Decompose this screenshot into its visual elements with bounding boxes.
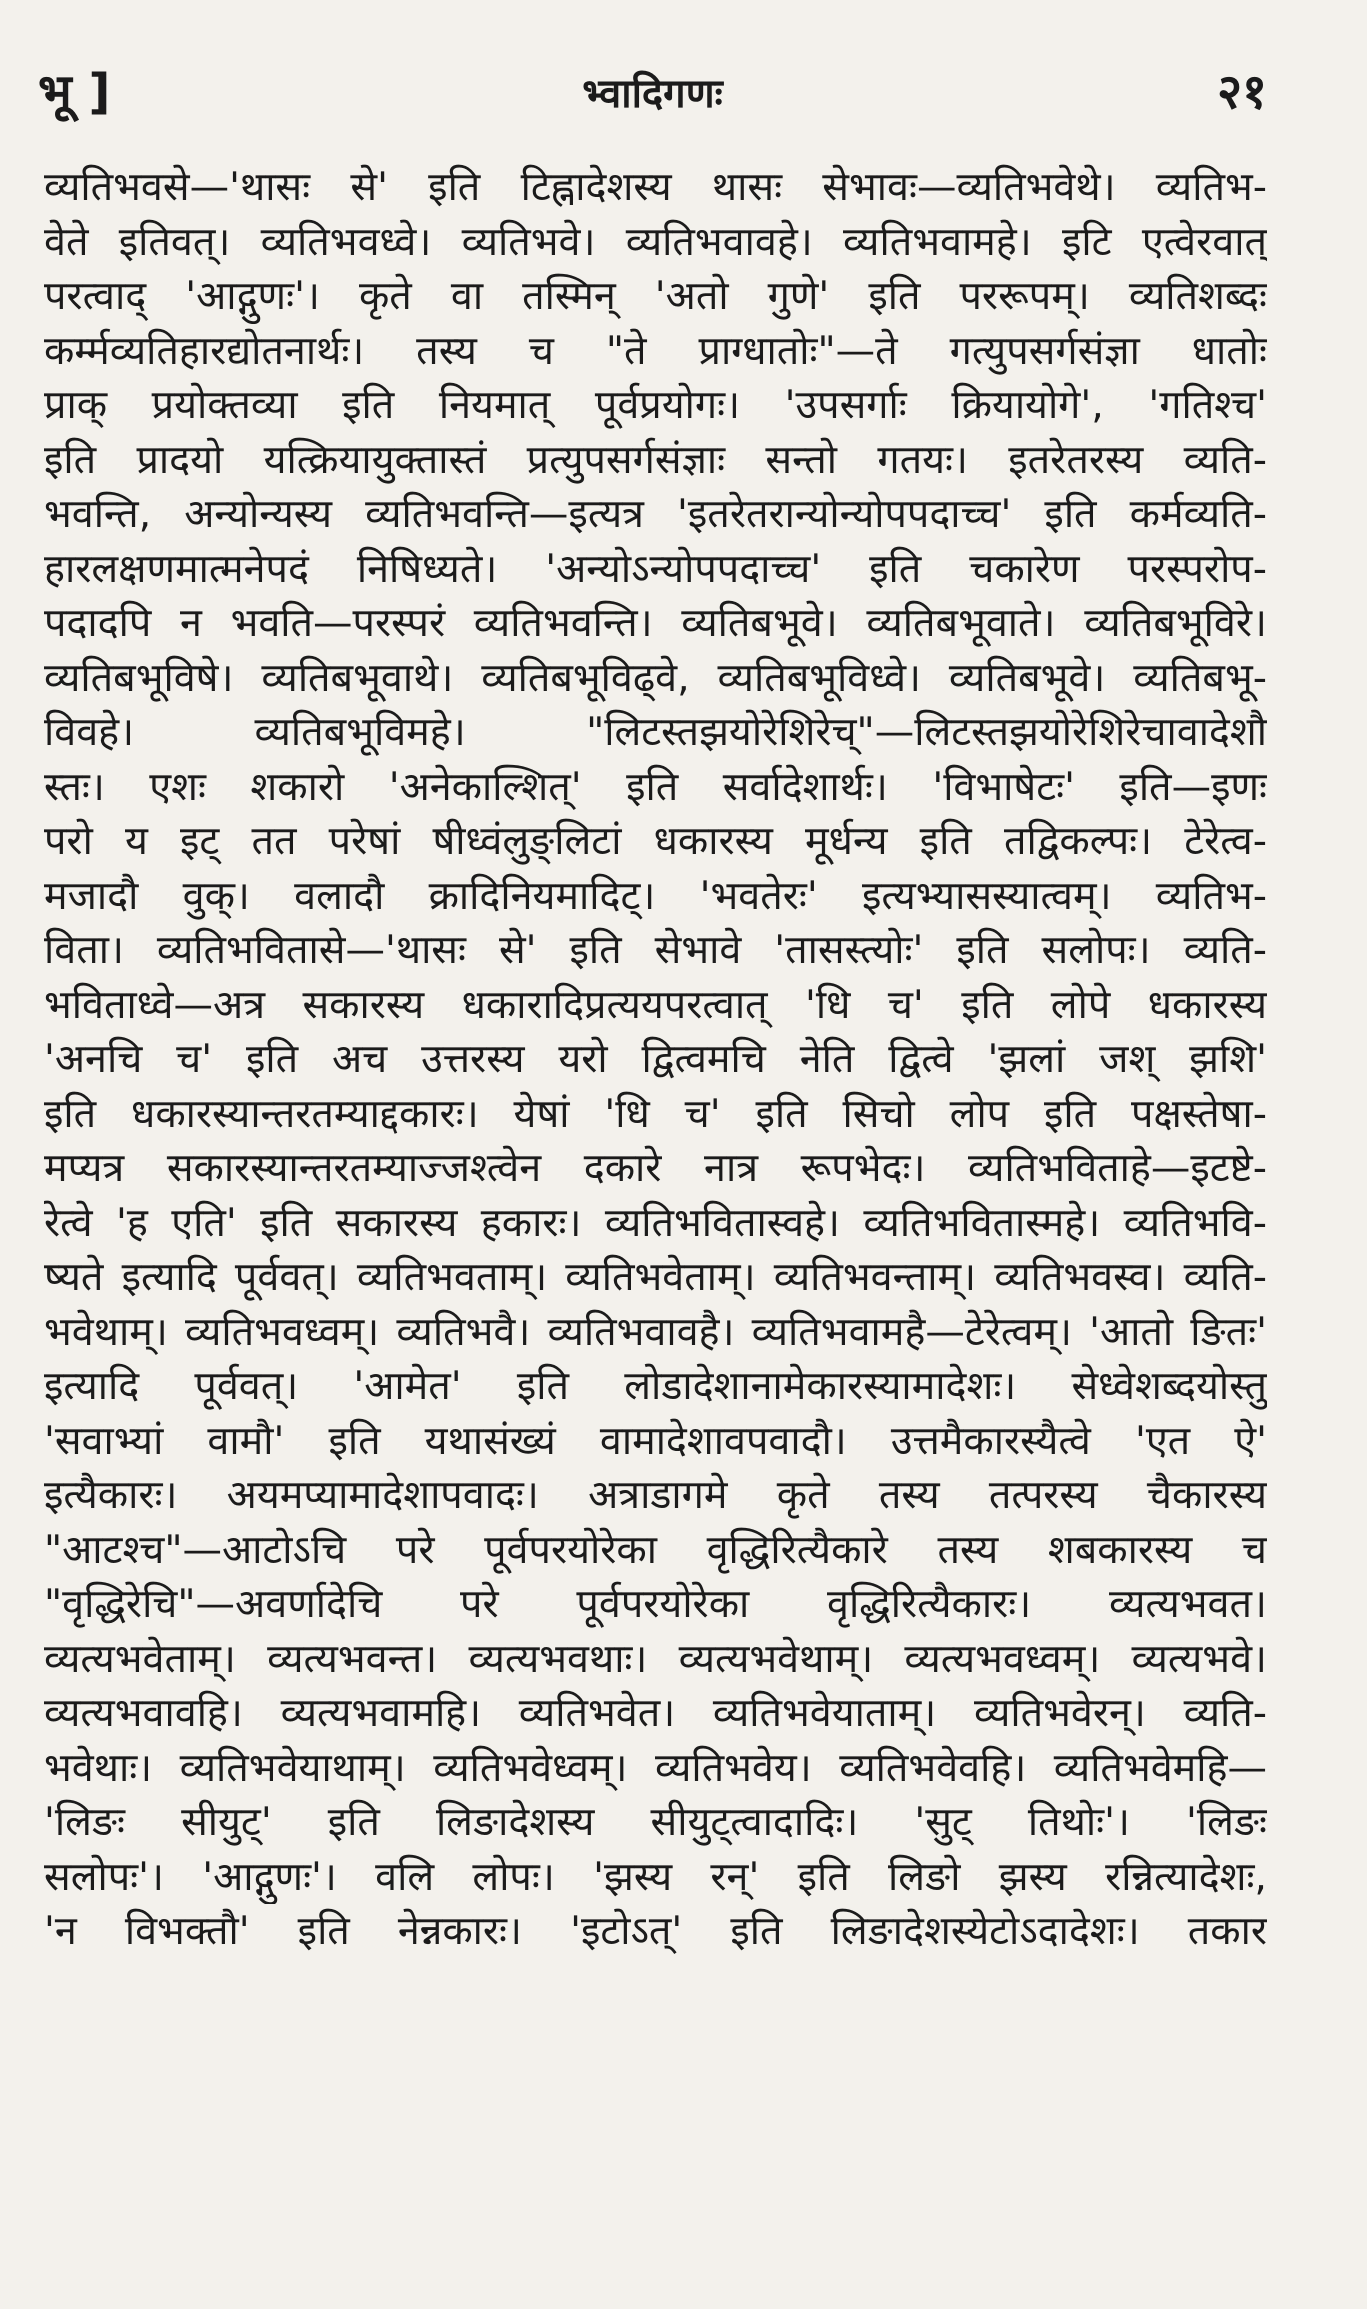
text-line: व्यतिभवसे—'थासः से' इति टिह्नादेशस्य थासः सेभावः—व्यतिभवेथे। व्यतिभ-	[44, 164, 1267, 210]
text-line: वेते इतिवत्। व्यतिभवध्वे। व्यतिभवे। व्यतिभवावहे। व्यतिभवामहे। इटि एत्वेरवात्	[44, 218, 1267, 265]
text-line: परत्वाद् 'आद्गुणः'। कृते वा तस्मिन् 'अतो गुणे' इति पररूपम्। व्यतिशब्दः	[44, 273, 1267, 319]
text-line: इत्यादि पूर्ववत्। 'आमेत' इति लोडादेशानामेकारस्यामादेशः। सेध्वेशब्दयोस्तु	[44, 1363, 1267, 1409]
text-line: इत्यैकारः। अयमप्यामादेशापवादः। अत्राडागमे कृते तस्य तत्परस्य चैकारस्य	[44, 1472, 1267, 1518]
text-line: ष्यते इत्यादि पूर्ववत्। व्यतिभवताम्। व्यतिभवेताम्। व्यतिभवन्ताम्। व्यतिभवस्व। व्यति-	[44, 1254, 1267, 1300]
text-line: हारलक्षणमात्मनेपदं निषिध्यते। 'अन्योऽन्योपपदाच्च' इति चकारेण परस्परोप-	[44, 545, 1267, 592]
page-number: २१	[1217, 64, 1267, 120]
text-line: कर्म्मव्यतिहारद्योतनार्थः। तस्य च "ते प्राग्धातोः"—ते गत्युपसर्गसंज्ञा धातोः	[44, 327, 1267, 374]
text-line: सलोपः'। 'आद्गुणः'। वलि लोपः। 'झस्य रन्' इति लिङो झस्य रन्नित्यादेशः,	[44, 1853, 1267, 1900]
text-line: मप्यत्र सकारस्यान्तरतम्याज्जश्त्वेन दकारे नात्र रूपभेदः। व्यतिभविताहे—इटष्टे-	[44, 1145, 1267, 1191]
text-line: 'सवाभ्यां वामौ' इति यथासंख्यं वामादेशावपवादौ। उत्तमैकारस्यैत्वे 'एत ऐ'	[44, 1417, 1267, 1464]
text-line: स्तः। एशः शकारो 'अनेकाल्शित्' इति सर्वादेशार्थः। 'विभाषेटः' इति—इणः	[44, 763, 1267, 810]
text-line: भवन्ति, अन्योन्यस्य व्यतिभवन्ति—इत्यत्र 'इतरेतरान्योन्योपपदाच्च' इति कर्मव्यति-	[44, 491, 1267, 537]
text-line: भविताध्वे—अत्र सकारस्य धकारादिप्रत्ययपरत्वात् 'धि च' इति लोपे धकारस्य	[44, 981, 1267, 1028]
text-line: व्यत्यभवावहि। व्यत्यभवामहि। व्यतिभवेत। व्यतिभवेयाताम्। व्यतिभवेरन्। व्यति-	[44, 1690, 1267, 1736]
text-line: पदादपि न भवति—परस्परं व्यतिभवन्ति। व्यतिबभूवे। व्यतिबभूवाते। व्यतिबभूविरे।	[44, 600, 1267, 646]
text-line: "वृद्धिरेचि"—अवर्णादेचि परे पूर्वपरयोरेका वृद्धिरित्यैकारः। व्यत्यभवत।	[44, 1581, 1267, 1627]
text-line: विता। व्यतिभवितासे—'थासः से' इति सेभावे 'तासस्त्योः' इति सलोपः। व्यति-	[44, 927, 1267, 973]
text-line: इति धकारस्यान्तरतम्याद्दकारः। येषां 'धि च' इति सिचो लोप इति पक्षस्तेषा-	[44, 1090, 1267, 1137]
text-line: रेत्वे 'ह एति' इति सकारस्य हकारः। व्यतिभवितास्वहे। व्यतिभवितास्महे। व्यतिभवि-	[44, 1199, 1267, 1246]
running-title: भ्वादिगणः	[582, 71, 723, 117]
text-line: 'न विभक्तौ' इति नेन्नकारः। 'इटोऽत्' इति लिङादेशस्येटोऽदादेशः। तकार	[44, 1908, 1267, 1954]
text-line: मजादौ वुक्। वलादौ क्रादिनियमादिट्। 'भवतेरः' इत्यभ्यासस्यात्वम्। व्यतिभ-	[44, 872, 1267, 919]
text-line: व्यत्यभवेताम्। व्यत्यभवन्त। व्यत्यभवथाः। व्यत्यभवेथाम्। व्यत्यभवध्वम्। व्यत्यभवे।	[44, 1635, 1267, 1682]
text-line: भवेथाः। व्यतिभवेयाथाम्। व्यतिभवेध्वम्। व्यतिभवेय। व्यतिभवेवहि। व्यतिभवेमहि—	[44, 1744, 1267, 1791]
text-line: परो य इट् तत परेषां षीध्वंलुङ्लिटां धकारस्य मूर्धन्य इति तद्विकल्पः। टेरेत्व-	[44, 818, 1267, 864]
text-line: 'अनचि च' इति अच उत्तरस्य यरो द्वित्वमचि नेति द्वित्वे 'झलां जश् झशि'	[44, 1036, 1267, 1082]
text-line: इति प्रादयो यत्क्रियायुक्तास्तं प्रत्युपसर्गसंज्ञाः सन्तो गतयः। इतरेतरस्य व्यति-	[44, 436, 1267, 483]
text-line: भवेथाम्। व्यतिभवध्वम्। व्यतिभवै। व्यतिभवावहै। व्यतिभवामहै—टेरेत्वम्। 'आतो ङितः'	[44, 1308, 1267, 1355]
text-line: विवहे। व्यतिबभूविमहे। "लिटस्तझयोरेशिरेच्"—लिटस्तझयोरेशिरेचावादेशौ	[44, 709, 1267, 755]
header-root-marker: भू ]	[38, 64, 111, 120]
page-header	[38, 58, 1267, 128]
text-line: "आटश्च"—आटोऽचि परे पूर्वपरयोरेका वृद्धिरित्यैकारे तस्य शबकारस्य च	[44, 1526, 1267, 1573]
text-line: 'लिङः सीयुट्' इति लिङादेशस्य सीयुट्त्वादादिः। 'सुट् तिथोः'। 'लिङः	[44, 1799, 1267, 1845]
body-text	[44, 160, 1267, 1959]
text-line: व्यतिबभूविषे। व्यतिबभूवाथे। व्यतिबभूविढ्वे, व्यतिबभूविध्वे। व्यतिबभूवे। व्यतिबभू-	[44, 654, 1267, 701]
text-line: प्राक् प्रयोक्तव्या इति नियमात् पूर्वप्रयोगः। 'उपसर्गाः क्रियायोगे', 'गतिश्च'	[44, 382, 1267, 428]
